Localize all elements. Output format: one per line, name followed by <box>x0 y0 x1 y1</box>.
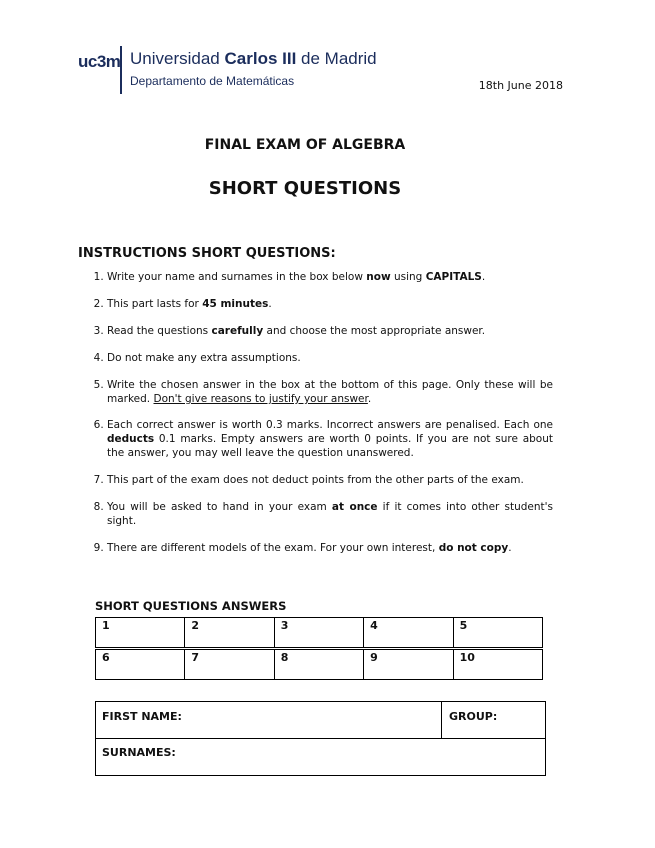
section-title: SHORT QUESTIONS <box>208 178 402 199</box>
instructions-list <box>87 270 553 555</box>
answer-cell[interactable]: 2 <box>185 618 274 649</box>
group-field[interactable]: GROUP: <box>449 710 498 723</box>
instructions-heading: INSTRUCTIONS SHORT QUESTIONS: <box>78 246 336 261</box>
student-info-box <box>95 701 546 776</box>
exam-date: 18th June 2018 <box>478 79 563 92</box>
instruction-item: 7. This part of the exam does not deduct points from the other parts of the exam. <box>107 473 553 487</box>
logo-divider <box>120 46 122 94</box>
answers-row <box>96 649 543 680</box>
answer-cell[interactable]: 4 <box>364 618 453 649</box>
first-name-row <box>96 702 545 739</box>
answer-cell[interactable]: 9 <box>364 649 453 680</box>
answer-cell[interactable]: 7 <box>185 649 274 680</box>
field-divider <box>441 702 442 738</box>
answer-cell[interactable]: 5 <box>453 618 542 649</box>
instruction-item: 6. Each correct answer is worth 0.3 marks. Incorrect answers are penalised. Each one deducts 0.1 marks. Empty answers are worth 0 points. If you are not sure about the answer, you may well leave the question unanswered. <box>107 418 553 460</box>
answer-cell[interactable]: 3 <box>274 618 363 649</box>
first-name-field[interactable]: FIRST NAME: <box>102 710 182 723</box>
instruction-item: 4. Do not make any extra assumptions. <box>107 351 553 365</box>
answer-cell[interactable]: 1 <box>96 618 185 649</box>
university-name: Universidad Carlos III de Madrid <box>130 49 377 68</box>
instruction-item: 2. This part lasts for 45 minutes. <box>107 297 553 311</box>
answers-row <box>96 618 543 649</box>
surnames-field[interactable]: SURNAMES: <box>102 746 176 759</box>
instruction-item: 3. Read the questions carefully and choose the most appropriate answer. <box>107 324 553 338</box>
answer-cell[interactable]: 8 <box>274 649 363 680</box>
instruction-item: 1. Write your name and surnames in the box below now using CAPITALS. <box>107 270 553 284</box>
answer-cell[interactable]: 10 <box>453 649 542 680</box>
answers-heading: SHORT QUESTIONS ANSWERS <box>95 599 287 613</box>
instruction-item: 8. You will be asked to hand in your exam at once if it comes into other student's sight. <box>107 500 553 528</box>
exam-title: FINAL EXAM OF ALGEBRA <box>204 137 406 153</box>
answer-cell[interactable]: 6 <box>96 649 185 680</box>
instruction-item: 5. Write the chosen answer in the box at the bottom of this page. Only these will be marked. Don't give reasons to justify your answer. <box>107 378 553 406</box>
answers-table <box>95 617 543 680</box>
uc3m-logo: uc3m <box>78 52 121 71</box>
instruction-item: 9. There are different models of the exam. For your own interest, do not copy. <box>107 541 553 555</box>
department-name: Departamento de Matemáticas <box>130 74 295 88</box>
